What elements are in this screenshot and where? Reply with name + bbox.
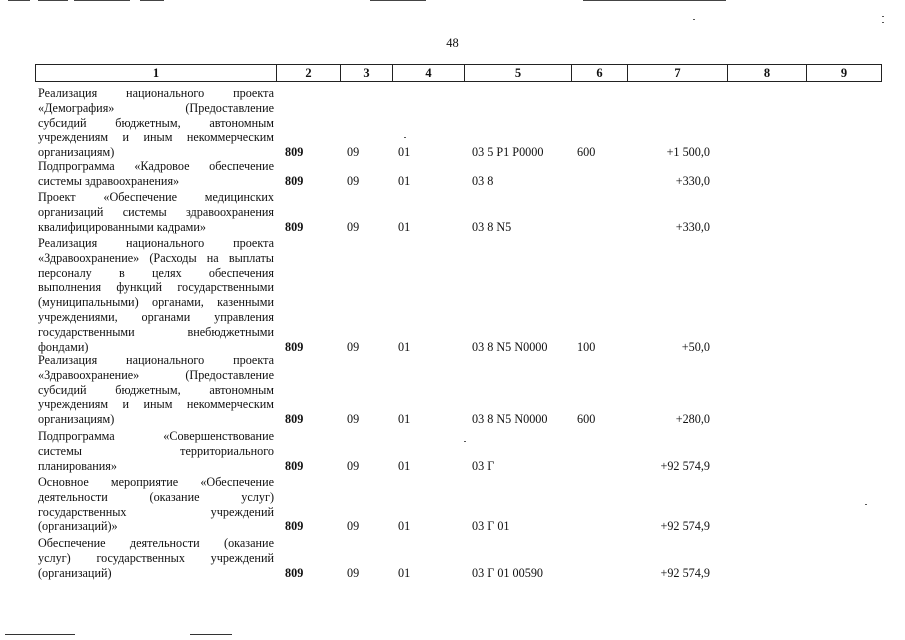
scan-speck <box>404 137 406 138</box>
scan-bottom-line <box>5 634 75 635</box>
column-number-header <box>35 64 882 82</box>
description-line: услуг) государственных учреждений <box>38 550 274 565</box>
scan-top-line <box>140 0 164 1</box>
cell-c5: 03 Г 01 <box>472 519 510 534</box>
header-cell: 6 <box>572 65 628 82</box>
description-line: организаций системы здравоохранения <box>38 204 274 219</box>
cell-c7: +92 574,9 <box>660 519 710 534</box>
scan-top-line <box>370 0 426 1</box>
scan-speck <box>464 441 466 442</box>
cell-c5: 03 8 <box>472 173 494 188</box>
description-line: выполнения функций государственными <box>38 280 274 295</box>
description-line: системы территориального <box>38 443 274 458</box>
description-line: деятельности (оказание услуг) <box>38 489 274 504</box>
cell-c5: 03 5 P1 P0000 <box>472 145 544 160</box>
description-line: системы здравоохранения» <box>38 173 180 188</box>
cell-c4: 01 <box>398 219 411 234</box>
description-line: организациям) <box>38 145 115 160</box>
cell-c7: +330,0 <box>675 173 710 188</box>
row-description <box>38 353 274 427</box>
description-line: организациям) <box>38 412 115 427</box>
cell-c5: 03 Г <box>472 458 495 473</box>
description-line: Проект «Обеспечение медицинских <box>38 190 274 204</box>
scan-speck <box>882 22 884 23</box>
cell-c3: 09 <box>347 519 360 534</box>
scan-top-line <box>38 0 68 1</box>
scan-speck <box>882 16 884 17</box>
cell-c6: 100 <box>577 339 596 354</box>
scan-top-line <box>74 0 130 1</box>
cell-c3: 09 <box>347 145 360 160</box>
cell-c4: 01 <box>398 145 411 160</box>
description-line: «Здравоохранение» (Расходы на выплаты <box>38 250 274 265</box>
cell-c7: +280,0 <box>675 412 710 427</box>
description-line: (организаций)» <box>38 519 118 534</box>
description-line: планирования» <box>38 458 117 473</box>
description-line: субсидий бюджетным, автономным <box>38 382 274 397</box>
cell-c2: 809 <box>285 219 304 234</box>
scan-top-line <box>583 0 726 1</box>
description-line: Подпрограмма «Кадровое обеспечение <box>38 159 274 173</box>
description-line: учреждениями, органами управления <box>38 309 274 324</box>
cell-c4: 01 <box>398 458 411 473</box>
cell-c3: 09 <box>347 339 360 354</box>
description-line: учреждениям и иным некоммерческим <box>38 397 274 412</box>
cell-c5: 03 8 N5 N0000 <box>472 339 548 354</box>
page-number: 48 <box>446 36 459 50</box>
description-line: (муниципальными) органами, казенными <box>38 295 274 310</box>
row-description <box>38 86 274 160</box>
row-description <box>38 429 274 473</box>
header-cell: 9 <box>807 65 882 82</box>
description-line: (организаций) <box>38 565 112 580</box>
description-line: фондами) <box>38 339 89 354</box>
cell-c2: 809 <box>285 519 304 534</box>
header-cell: 7 <box>628 65 728 82</box>
description-line: «Демография» (Предоставление <box>38 100 274 115</box>
description-line: «Здравоохранение» (Предоставление <box>38 367 274 382</box>
cell-c2: 809 <box>285 565 304 580</box>
cell-c3: 09 <box>347 458 360 473</box>
cell-c3: 09 <box>347 219 360 234</box>
scan-top-line <box>8 0 30 1</box>
description-line: квалифицированными кадрами» <box>38 219 206 234</box>
cell-c5: 03 8 N5 <box>472 219 512 234</box>
cell-c7: +50,0 <box>681 339 710 354</box>
description-line: Реализация национального проекта <box>38 236 274 250</box>
row-description <box>38 159 274 189</box>
row-description <box>38 190 274 234</box>
cell-c7: +92 574,9 <box>660 458 710 473</box>
cell-c5: 03 Г 01 00590 <box>472 565 544 580</box>
description-line: Реализация национального проекта <box>38 353 274 367</box>
cell-c3: 09 <box>347 565 360 580</box>
scan-bottom-line <box>190 634 232 635</box>
header-cell: 2 <box>277 65 341 82</box>
cell-c4: 01 <box>398 565 411 580</box>
scan-speck <box>693 19 695 20</box>
row-description <box>38 236 274 354</box>
description-line: персоналу в целях обеспечения <box>38 265 274 280</box>
cell-c2: 809 <box>285 173 304 188</box>
cell-c4: 01 <box>398 339 411 354</box>
header-cell: 8 <box>728 65 807 82</box>
header-cell: 4 <box>393 65 465 82</box>
cell-c6: 600 <box>577 145 596 160</box>
description-line: Обеспечение деятельности (оказание <box>38 536 274 550</box>
description-line: Реализация национального проекта <box>38 86 274 100</box>
description-line: учреждениям и иным некоммерческим <box>38 130 274 145</box>
cell-c6: 600 <box>577 412 596 427</box>
description-line: Подпрограмма «Совершенствование <box>38 429 274 443</box>
scan-speck <box>865 504 867 505</box>
description-line: государственными внебюджетными <box>38 324 274 339</box>
cell-c2: 809 <box>285 412 304 427</box>
cell-c4: 01 <box>398 519 411 534</box>
cell-c4: 01 <box>398 412 411 427</box>
row-description <box>38 536 274 580</box>
cell-c2: 809 <box>285 339 304 354</box>
cell-c5: 03 8 N5 N0000 <box>472 412 548 427</box>
description-line: субсидий бюджетным, автономным <box>38 115 274 130</box>
description-line: Основное мероприятие «Обеспечение <box>38 475 274 489</box>
header-cell: 3 <box>341 65 393 82</box>
cell-c7: +1 500,0 <box>666 145 710 160</box>
header-cell: 5 <box>465 65 572 82</box>
cell-c2: 809 <box>285 145 304 160</box>
cell-c3: 09 <box>347 412 360 427</box>
row-description <box>38 475 274 534</box>
cell-c2: 809 <box>285 458 304 473</box>
header-cell: 1 <box>36 65 277 82</box>
description-line: государственных учреждений <box>38 504 274 519</box>
cell-c7: +92 574,9 <box>660 565 710 580</box>
cell-c7: +330,0 <box>675 219 710 234</box>
cell-c4: 01 <box>398 173 411 188</box>
cell-c3: 09 <box>347 173 360 188</box>
